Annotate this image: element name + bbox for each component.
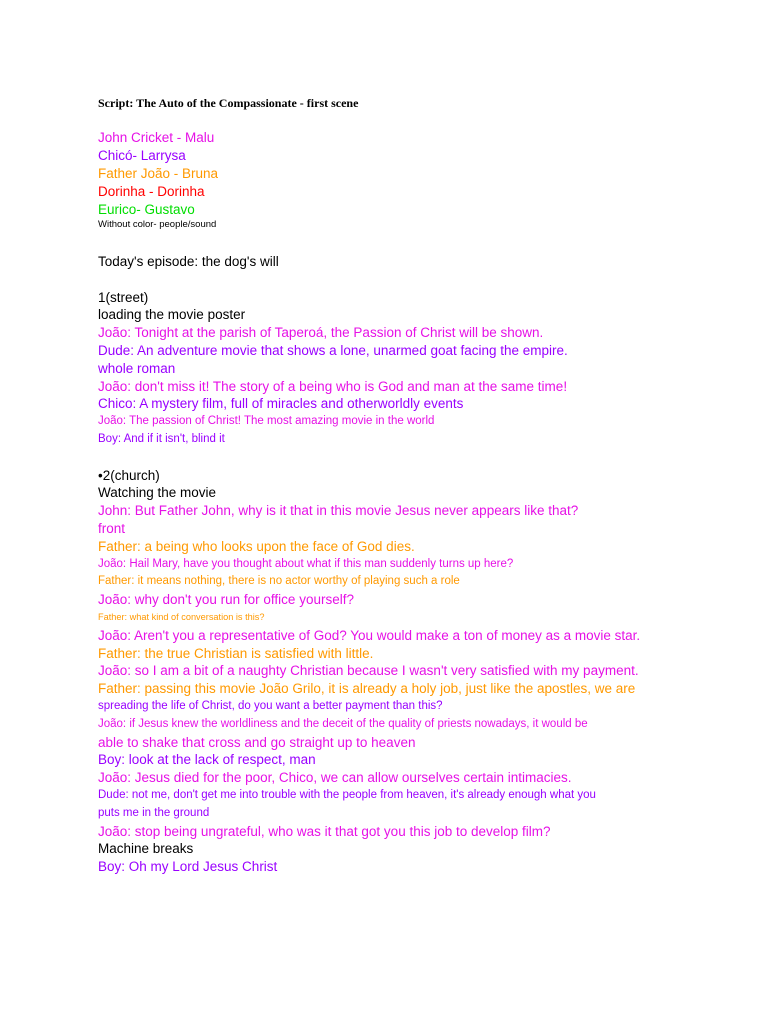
- cast-note: Without color- people/sound: [98, 219, 217, 230]
- script-line: front: [98, 520, 126, 536]
- script-line: Father: what kind of conversation is this?: [98, 611, 265, 622]
- script-line: Chico: A mystery film, full of miracles and otherworldly events: [98, 396, 464, 412]
- script-line: Boy: look at the lack of respect, man: [98, 752, 316, 768]
- cast-item: Father João - Bruna: [98, 166, 219, 181]
- script-line: João: if Jesus knew the worldliness and the deceit of the quality of priests nowadays, it would be: [98, 717, 588, 730]
- script-line: Father: a being who looks upon the face of God dies.: [98, 538, 415, 554]
- script-line: Today's episode: the dog's will: [98, 254, 279, 269]
- script-line: Watching the movie: [98, 485, 217, 501]
- script-line: Dude: An adventure movie that shows a lone, unarmed goat facing the empire.: [98, 342, 568, 358]
- script-line: João: Jesus died for the poor, Chico, we can allow ourselves certain intimacies.: [98, 770, 572, 786]
- script-line: João: why don't you run for office yourself?: [98, 592, 354, 608]
- script-line: Father: the true Christian is satisfied with little.: [98, 645, 374, 661]
- script-line: João: stop being ungrateful, who was it that got you this job to develop film?: [98, 823, 551, 839]
- script-line: João: The passion of Christ! The most amazing movie in the world: [98, 415, 435, 428]
- script-line: 1(street): [98, 289, 149, 305]
- script-line: Dude: not me, don't get me into trouble with the people from heaven, it's already enough what you: [98, 788, 596, 801]
- script-line: •2(church): [98, 467, 160, 483]
- script-line: John: But Father John, why is it that in this movie Jesus never appears like that?: [98, 503, 579, 519]
- script-line: loading the movie poster: [98, 307, 246, 323]
- script-body: [98, 253, 658, 876]
- script-line: Father: passing this movie João Grilo, it is already a holy job, just like the apostles, we are: [98, 681, 636, 697]
- script-line: João: Tonight at the parish of Taperoá, the Passion of Christ will be shown.: [98, 325, 544, 341]
- script-line: João: don't miss it! The story of a being who is God and man at the same time!: [98, 378, 568, 394]
- cast-item: John Cricket - Malu: [98, 130, 215, 145]
- script-line: Father: it means nothing, there is no actor worthy of playing such a role: [98, 575, 460, 588]
- script-line: João: so I am a bit of a naughty Christian because I wasn't very satisfied with my payment.: [98, 663, 639, 679]
- script-line: Boy: Oh my Lord Jesus Christ: [98, 859, 278, 875]
- script-line: puts me in the ground: [98, 806, 210, 819]
- script-line: whole roman: [98, 360, 176, 376]
- script-line: able to shake that cross and go straight up to heaven: [98, 734, 416, 750]
- cast-item: Eurico- Gustavo: [98, 202, 195, 217]
- script-line: João: Aren't you a representative of God? You would make a ton of money as a movie star.: [98, 627, 641, 643]
- cast-list: [98, 129, 218, 231]
- cast-item: Dorinha - Dorinha: [98, 184, 205, 199]
- script-line: spreading the life of Christ, do you want a better payment than this?: [98, 699, 443, 712]
- script-line: Boy: And if it isn't, blind it: [98, 432, 225, 445]
- script-line: Machine breaks: [98, 841, 194, 857]
- cast-item: Chicó- Larrysa: [98, 148, 186, 163]
- blank-line: [98, 449, 658, 467]
- script-line: João: Hail Mary, have you thought about what if this man suddenly turns up here?: [98, 557, 514, 570]
- blank-line: [98, 271, 658, 289]
- script-title: Script: The Auto of the Compassionate - first scene: [98, 96, 359, 110]
